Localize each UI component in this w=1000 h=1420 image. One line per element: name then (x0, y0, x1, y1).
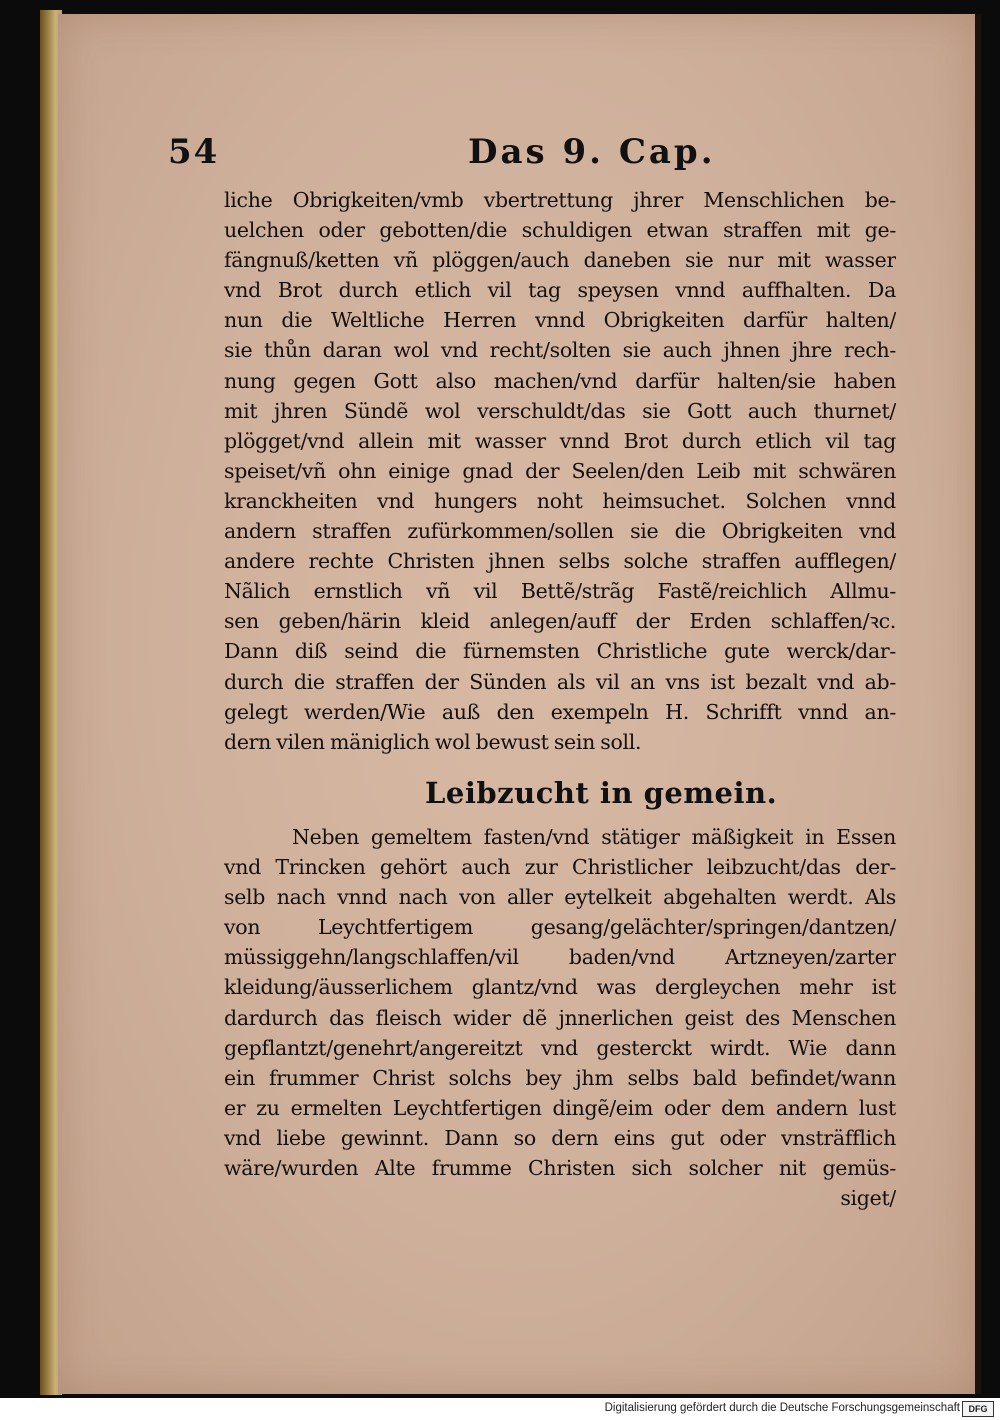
text-line: Nãlich ernstlich vñ vil Bettẽ/strãg Fastẽ/reichlich Allmu- (224, 579, 896, 604)
text-line: speiset/vñ ohn einige gnad der Seelen/den Leib mit schwären (224, 458, 896, 483)
text-line: wäre/wurden Alte frumme Christen sich solcher nit gemüs- (224, 1156, 896, 1181)
footer-bar (0, 1398, 1000, 1420)
text-line: müssiggehn/langschlaffen/vil baden/vnd Artzneyen/zarter (224, 945, 896, 970)
text-line: mit jhren Sündẽ wol verschuldt/das sie Gott auch thurnet/ (224, 398, 896, 423)
text-line: sie thůn daran wol vnd recht/solten sie auch jhnen jhre rech- (224, 338, 896, 363)
text-line: dern vilen mäniglich wol bewust sein soll. (224, 729, 642, 754)
paragraph-1 (224, 185, 896, 757)
text-line: uelchen oder gebotten/die schuldigen etwan straffen mit ge- (224, 218, 896, 243)
funding-credit: Digitalisierung gefördert durch die Deutsche Forschungsgemeinschaft (604, 1402, 960, 1414)
text-line: dardurch das fleisch wider dẽ jnnerlichen geist des Menschen (224, 1005, 896, 1030)
text-line: andern straffen zufürkommen/sollen sie die Obrigkeiten vnd (224, 519, 896, 544)
page-number: 54 (168, 132, 220, 172)
text-line: vnd Trincken gehört auch zur Christlicher leibzucht/das der- (224, 855, 896, 880)
text-line: vnd Brot durch etlich vil tag speysen vnnd auffhalten. Da (224, 278, 896, 303)
text-line: sen geben/härin kleid anlegen/auff der Erden schlaffen/ꝛc. (224, 609, 896, 634)
text-line: er zu ermelten Leychtfertigen dingẽ/eim oder dem andern lust (224, 1095, 896, 1120)
text-line: plögget/vnd allein mit wasser vnnd Brot durch etlich vil tag (224, 428, 896, 453)
text-line: nung gegen Gott also machen/vnd darfür halten/sie haben (224, 368, 896, 393)
text-line: kranckheiten vnd hungers noht heimsuchet. Solchen vnnd (224, 488, 896, 513)
dfg-logo: DFG (962, 1401, 994, 1417)
text-line: gelegt werden/Wie auß den exempeln H. Schrifft vnnd an- (224, 699, 896, 724)
page-header (168, 132, 868, 180)
text-line: liche Obrigkeiten/vmb vbertrettung jhrer Menschlichen be- (224, 188, 896, 212)
text-line: andere rechte Christen jhnen selbs solche straffen aufflegen/ (224, 549, 896, 574)
text-line: von Leychtfertigem gesang/gelächter/springen/dantzen/ (224, 915, 896, 940)
text-line: Neben gemeltem fasten/vnd stätiger mäßigkeit in Essen (292, 825, 896, 849)
text-line: fängnuß/ketten vñ plöggen/auch daneben sie nur mit wasser (224, 248, 896, 273)
text-line: kleidung/äusserlichem glantz/vnd was dergleychen mehr ist (224, 975, 896, 1000)
section-heading: Leibzucht in gemein. (425, 776, 778, 810)
paragraph-2 (224, 822, 896, 1213)
text-line: Dann diß seind die fürnemsten Christliche gute werck/dar- (224, 639, 896, 664)
text-line: gepflantzt/genehrt/angereitzt vnd gesterckt wirdt. Wie dann (224, 1035, 896, 1060)
running-title: Das 9. Cap. (468, 132, 716, 172)
text-line: vnd liebe gewinnt. Dann so dern eins gut oder vnsträfflich (224, 1125, 896, 1150)
text-line: selb nach vnnd nach von aller eytelkeit abgehalten werdt. Als (224, 885, 896, 910)
text-line: nun die Weltliche Herren vnnd Obrigkeiten darfür halten/ (224, 308, 896, 333)
catchword: siget/ (840, 1186, 896, 1211)
text-line: durch die straffen der Sünden als vil an vns ist bezalt vnd ab- (224, 669, 896, 694)
text-line: ein frummer Christ solchs bey jhm selbs bald befindet/wann (224, 1065, 896, 1090)
